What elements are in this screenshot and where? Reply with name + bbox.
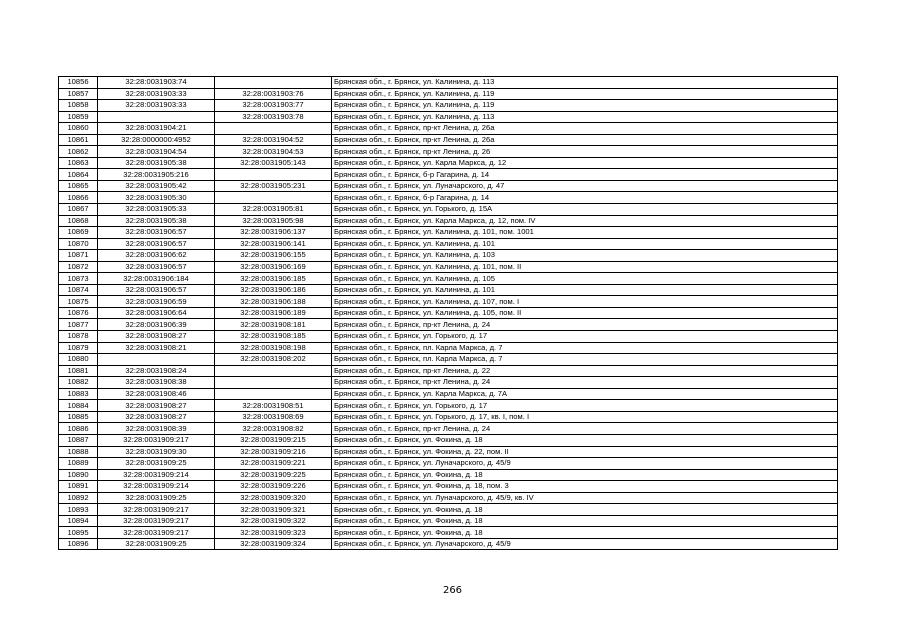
table-row — [59, 134, 838, 146]
row-number-cell: 10893 — [59, 504, 98, 516]
row-number-cell: 10856 — [59, 77, 98, 89]
table-row — [59, 538, 838, 550]
cadastral-number-cell: 32:28:0031904:21 — [98, 123, 215, 135]
address-cell: Брянская обл., г. Брянск, пр-кт Ленина, д. 24 — [332, 377, 838, 389]
row-number-cell: 10864 — [59, 169, 98, 181]
related-cadastral-number-cell: 32:28:0031909:323 — [215, 527, 332, 539]
related-cadastral-number-cell: 32:28:0031906:155 — [215, 250, 332, 262]
table-row — [59, 215, 838, 227]
related-cadastral-number-cell — [215, 192, 332, 204]
related-cadastral-number-cell — [215, 123, 332, 135]
address-cell: Брянская обл., г. Брянск, ул. Карла Маркса, д. 7А — [332, 388, 838, 400]
row-number-cell: 10888 — [59, 446, 98, 458]
related-cadastral-number-cell: 32:28:0031905:143 — [215, 157, 332, 169]
address-cell: Брянская обл., г. Брянск, ул. Фокина, д. 18, пом. 3 — [332, 481, 838, 493]
table-row — [59, 469, 838, 481]
cadastral-number-cell: 32:28:0031908:27 — [98, 331, 215, 343]
related-cadastral-number-cell: 32:28:0031903:77 — [215, 100, 332, 112]
cadastral-number-cell: 32:28:0031906:184 — [98, 273, 215, 285]
row-number-cell: 10892 — [59, 492, 98, 504]
table-row — [59, 238, 838, 250]
cadastral-number-cell — [98, 354, 215, 366]
table-row — [59, 423, 838, 435]
row-number-cell: 10859 — [59, 111, 98, 123]
address-cell: Брянская обл., г. Брянск, ул. Фокина, д. 18 — [332, 515, 838, 527]
address-cell: Брянская обл., г. Брянск, ул. Луначарского, д. 47 — [332, 180, 838, 192]
table-row — [59, 446, 838, 458]
table-row — [59, 388, 838, 400]
related-cadastral-number-cell: 32:28:0031905:98 — [215, 215, 332, 227]
related-cadastral-number-cell: 32:28:0031909:215 — [215, 434, 332, 446]
row-number-cell: 10884 — [59, 400, 98, 412]
related-cadastral-number-cell: 32:28:0031909:221 — [215, 458, 332, 470]
cadastral-number-cell: 32:28:0000000:4952 — [98, 134, 215, 146]
table-row — [59, 100, 838, 112]
row-number-cell: 10866 — [59, 192, 98, 204]
address-cell: Брянская обл., г. Брянск, ул. Луначарского, д. 45/9 — [332, 538, 838, 550]
table-row — [59, 180, 838, 192]
cadastral-number-cell: 32:28:0031903:33 — [98, 100, 215, 112]
cadastral-number-cell: 32:28:0031909:214 — [98, 481, 215, 493]
address-cell: Брянская обл., г. Брянск, ул. Фокина, д. 18 — [332, 434, 838, 446]
table-row — [59, 192, 838, 204]
table-row — [59, 250, 838, 262]
address-cell: Брянская обл., г. Брянск, ул. Луначарского, д. 45/9 — [332, 458, 838, 470]
address-cell: Брянская обл., г. Брянск, пр-кт Ленина, д. 24 — [332, 423, 838, 435]
address-cell: Брянская обл., г. Брянск, ул. Калинина, д. 107, пом. I — [332, 296, 838, 308]
cadastral-number-cell: 32:28:0031905:38 — [98, 215, 215, 227]
row-number-cell: 10867 — [59, 204, 98, 216]
row-number-cell: 10891 — [59, 481, 98, 493]
row-number-cell: 10881 — [59, 365, 98, 377]
cadastral-number-cell: 32:28:0031909:217 — [98, 504, 215, 516]
cadastral-number-cell: 32:28:0031906:57 — [98, 238, 215, 250]
address-cell: Брянская обл., г. Брянск, ул. Горького, д. 15А — [332, 204, 838, 216]
row-number-cell: 10868 — [59, 215, 98, 227]
related-cadastral-number-cell: 32:28:0031906:185 — [215, 273, 332, 285]
table-row — [59, 227, 838, 239]
related-cadastral-number-cell: 32:28:0031908:82 — [215, 423, 332, 435]
cadastral-number-cell: 32:28:0031906:39 — [98, 319, 215, 331]
row-number-cell: 10857 — [59, 88, 98, 100]
related-cadastral-number-cell: 32:28:0031905:81 — [215, 204, 332, 216]
address-cell: Брянская обл., г. Брянск, ул. Калинина, д. 103 — [332, 250, 838, 262]
table-row — [59, 261, 838, 273]
cadastral-number-cell: 32:28:0031908:38 — [98, 377, 215, 389]
row-number-cell: 10862 — [59, 146, 98, 158]
page-number: 266 — [442, 585, 463, 596]
related-cadastral-number-cell — [215, 365, 332, 377]
table-row — [59, 481, 838, 493]
related-cadastral-number-cell: 32:28:0031906:141 — [215, 238, 332, 250]
row-number-cell: 10858 — [59, 100, 98, 112]
row-number-cell: 10870 — [59, 238, 98, 250]
row-number-cell: 10894 — [59, 515, 98, 527]
address-cell: Брянская обл., г. Брянск, пр-кт Ленина, д. 26а — [332, 134, 838, 146]
row-number-cell: 10874 — [59, 284, 98, 296]
table-row — [59, 434, 838, 446]
row-number-cell: 10861 — [59, 134, 98, 146]
address-cell: Брянская обл., г. Брянск, ул. Калинина, д. 101, пом. 1001 — [332, 227, 838, 239]
related-cadastral-number-cell: 32:28:0031906:188 — [215, 296, 332, 308]
related-cadastral-number-cell: 32:28:0031908:185 — [215, 331, 332, 343]
table-row — [59, 123, 838, 135]
related-cadastral-number-cell: 32:28:0031906:186 — [215, 284, 332, 296]
related-cadastral-number-cell — [215, 388, 332, 400]
row-number-cell: 10869 — [59, 227, 98, 239]
table-row — [59, 342, 838, 354]
row-number-cell: 10863 — [59, 157, 98, 169]
cadastral-number-cell: 32:28:0031905:30 — [98, 192, 215, 204]
cadastral-number-cell: 32:28:0031908:27 — [98, 411, 215, 423]
address-cell: Брянская обл., г. Брянск, ул. Калинина, д. 101 — [332, 238, 838, 250]
address-cell: Брянская обл., г. Брянск, ул. Калинина, д. 105 — [332, 273, 838, 285]
cadastral-number-cell: 32:28:0031905:33 — [98, 204, 215, 216]
table-row — [59, 204, 838, 216]
row-number-cell: 10890 — [59, 469, 98, 481]
table-row — [59, 77, 838, 89]
row-number-cell: 10886 — [59, 423, 98, 435]
cadastral-number-cell: 32:28:0031909:214 — [98, 469, 215, 481]
cadastral-number-cell: 32:28:0031909:217 — [98, 515, 215, 527]
address-cell: Брянская обл., г. Брянск, ул. Горького, д. 17 — [332, 331, 838, 343]
row-number-cell: 10889 — [59, 458, 98, 470]
table-row — [59, 157, 838, 169]
table-row — [59, 273, 838, 285]
row-number-cell: 10879 — [59, 342, 98, 354]
table-row — [59, 296, 838, 308]
row-number-cell: 10865 — [59, 180, 98, 192]
row-number-cell: 10876 — [59, 307, 98, 319]
table-row — [59, 319, 838, 331]
related-cadastral-number-cell: 32:28:0031909:324 — [215, 538, 332, 550]
row-number-cell: 10873 — [59, 273, 98, 285]
address-cell: Брянская обл., г. Брянск, б-р Гагарина, д. 14 — [332, 169, 838, 181]
address-cell: Брянская обл., г. Брянск, ул. Калинина, д. 101, пом. II — [332, 261, 838, 273]
address-cell: Брянская обл., г. Брянск, ул. Калинина, д. 105, пом. II — [332, 307, 838, 319]
related-cadastral-number-cell: 32:28:0031909:322 — [215, 515, 332, 527]
related-cadastral-number-cell: 32:28:0031908:198 — [215, 342, 332, 354]
cadastral-number-cell: 32:28:0031909:25 — [98, 458, 215, 470]
address-cell: Брянская обл., г. Брянск, ул. Калинина, д. 113 — [332, 111, 838, 123]
address-cell: Брянская обл., г. Брянск, ул. Калинина, д. 119 — [332, 88, 838, 100]
cadastral-number-cell: 32:28:0031909:25 — [98, 492, 215, 504]
address-cell: Брянская обл., г. Брянск, ул. Фокина, д. 22, пом. II — [332, 446, 838, 458]
address-cell: Брянская обл., г. Брянск, ул. Карла Маркса, д. 12 — [332, 157, 838, 169]
cadastral-number-cell: 32:28:0031908:21 — [98, 342, 215, 354]
cadastral-number-cell: 32:28:0031906:57 — [98, 261, 215, 273]
address-cell: Брянская обл., г. Брянск, ул. Фокина, д. 18 — [332, 527, 838, 539]
related-cadastral-number-cell — [215, 377, 332, 389]
cadastral-number-cell: 32:28:0031906:57 — [98, 227, 215, 239]
address-cell: Брянская обл., г. Брянск, пр-кт Ленина, д. 22 — [332, 365, 838, 377]
row-number-cell: 10877 — [59, 319, 98, 331]
related-cadastral-number-cell: 32:28:0031909:216 — [215, 446, 332, 458]
address-cell: Брянская обл., г. Брянск, пр-кт Ленина, д. 24 — [332, 319, 838, 331]
row-number-cell: 10896 — [59, 538, 98, 550]
cadastral-number-cell: 32:28:0031905:42 — [98, 180, 215, 192]
row-number-cell: 10883 — [59, 388, 98, 400]
related-cadastral-number-cell: 32:28:0031903:78 — [215, 111, 332, 123]
address-cell: Брянская обл., г. Брянск, пр-кт Ленина, д. 26 — [332, 146, 838, 158]
row-number-cell: 10871 — [59, 250, 98, 262]
related-cadastral-number-cell: 32:28:0031904:52 — [215, 134, 332, 146]
address-cell: Брянская обл., г. Брянск, ул. Карла Маркса, д. 12, пом. IV — [332, 215, 838, 227]
cadastral-number-cell: 32:28:0031908:46 — [98, 388, 215, 400]
row-number-cell: 10880 — [59, 354, 98, 366]
address-cell: Брянская обл., г. Брянск, ул. Фокина, д. 18 — [332, 504, 838, 516]
address-cell: Брянская обл., г. Брянск, ул. Луначарского, д. 45/9, кв. IV — [332, 492, 838, 504]
related-cadastral-number-cell: 32:28:0031908:69 — [215, 411, 332, 423]
address-cell: Брянская обл., г. Брянск, ул. Калинина, д. 101 — [332, 284, 838, 296]
related-cadastral-number-cell: 32:28:0031905:231 — [215, 180, 332, 192]
row-number-cell: 10882 — [59, 377, 98, 389]
table-row — [59, 365, 838, 377]
table-row — [59, 515, 838, 527]
related-cadastral-number-cell: 32:28:0031909:321 — [215, 504, 332, 516]
related-cadastral-number-cell: 32:28:0031904:53 — [215, 146, 332, 158]
row-number-cell: 10860 — [59, 123, 98, 135]
cadastral-number-cell: 32:28:0031905:216 — [98, 169, 215, 181]
table-row — [59, 111, 838, 123]
table-row — [59, 331, 838, 343]
address-cell: Брянская обл., г. Брянск, б-р Гагарина, д. 14 — [332, 192, 838, 204]
cadastral-number-cell: 32:28:0031908:39 — [98, 423, 215, 435]
related-cadastral-number-cell: 32:28:0031906:189 — [215, 307, 332, 319]
address-cell: Брянская обл., г. Брянск, пр-кт Ленина, д. 26а — [332, 123, 838, 135]
address-cell: Брянская обл., г. Брянск, пл. Карла Маркса, д. 7 — [332, 342, 838, 354]
registry-table-body — [59, 77, 838, 550]
cadastral-number-cell: 32:28:0031909:217 — [98, 434, 215, 446]
row-number-cell: 10872 — [59, 261, 98, 273]
row-number-cell: 10885 — [59, 411, 98, 423]
cadastral-number-cell: 32:28:0031905:38 — [98, 157, 215, 169]
cadastral-number-cell: 32:28:0031906:57 — [98, 284, 215, 296]
address-cell: Брянская обл., г. Брянск, ул. Фокина, д. 18 — [332, 469, 838, 481]
related-cadastral-number-cell: 32:28:0031909:226 — [215, 481, 332, 493]
cadastral-number-cell: 32:28:0031909:30 — [98, 446, 215, 458]
cadastral-number-cell: 32:28:0031909:217 — [98, 527, 215, 539]
table-row — [59, 307, 838, 319]
table-row — [59, 411, 838, 423]
table-row — [59, 146, 838, 158]
table-row — [59, 492, 838, 504]
related-cadastral-number-cell: 32:28:0031908:51 — [215, 400, 332, 412]
related-cadastral-number-cell: 32:28:0031909:225 — [215, 469, 332, 481]
cadastral-number-cell: 32:28:0031906:59 — [98, 296, 215, 308]
related-cadastral-number-cell: 32:28:0031903:76 — [215, 88, 332, 100]
row-number-cell: 10887 — [59, 434, 98, 446]
related-cadastral-number-cell: 32:28:0031909:320 — [215, 492, 332, 504]
table-row — [59, 400, 838, 412]
table-row — [59, 504, 838, 516]
related-cadastral-number-cell: 32:28:0031908:202 — [215, 354, 332, 366]
row-number-cell: 10875 — [59, 296, 98, 308]
cadastral-number-cell: 32:28:0031909:25 — [98, 538, 215, 550]
row-number-cell: 10895 — [59, 527, 98, 539]
table-row — [59, 377, 838, 389]
table-row — [59, 458, 838, 470]
related-cadastral-number-cell: 32:28:0031906:169 — [215, 261, 332, 273]
address-cell: Брянская обл., г. Брянск, ул. Горького, д. 17, кв. I, пом. I — [332, 411, 838, 423]
table-row — [59, 169, 838, 181]
related-cadastral-number-cell: 32:28:0031908:181 — [215, 319, 332, 331]
address-cell: Брянская обл., г. Брянск, ул. Калинина, д. 119 — [332, 100, 838, 112]
cadastral-number-cell: 32:28:0031903:33 — [98, 88, 215, 100]
cadastral-number-cell: 32:28:0031904:54 — [98, 146, 215, 158]
cadastral-number-cell: 32:28:0031903:74 — [98, 77, 215, 89]
table-row — [59, 88, 838, 100]
row-number-cell: 10878 — [59, 331, 98, 343]
related-cadastral-number-cell — [215, 77, 332, 89]
table-row — [59, 354, 838, 366]
address-cell: Брянская обл., г. Брянск, ул. Калинина, д. 113 — [332, 77, 838, 89]
cadastral-number-cell: 32:28:0031906:62 — [98, 250, 215, 262]
cadastral-number-cell: 32:28:0031906:64 — [98, 307, 215, 319]
cadastral-number-cell — [98, 111, 215, 123]
related-cadastral-number-cell — [215, 169, 332, 181]
cadastral-number-cell: 32:28:0031908:27 — [98, 400, 215, 412]
table-row — [59, 527, 838, 539]
address-cell: Брянская обл., г. Брянск, ул. Горького, д. 17 — [332, 400, 838, 412]
address-cell: Брянская обл., г. Брянск, пл. Карла Маркса, д. 7 — [332, 354, 838, 366]
cadastral-number-cell: 32:28:0031908:24 — [98, 365, 215, 377]
registry-table — [58, 76, 838, 550]
related-cadastral-number-cell: 32:28:0031906:137 — [215, 227, 332, 239]
table-row — [59, 284, 838, 296]
